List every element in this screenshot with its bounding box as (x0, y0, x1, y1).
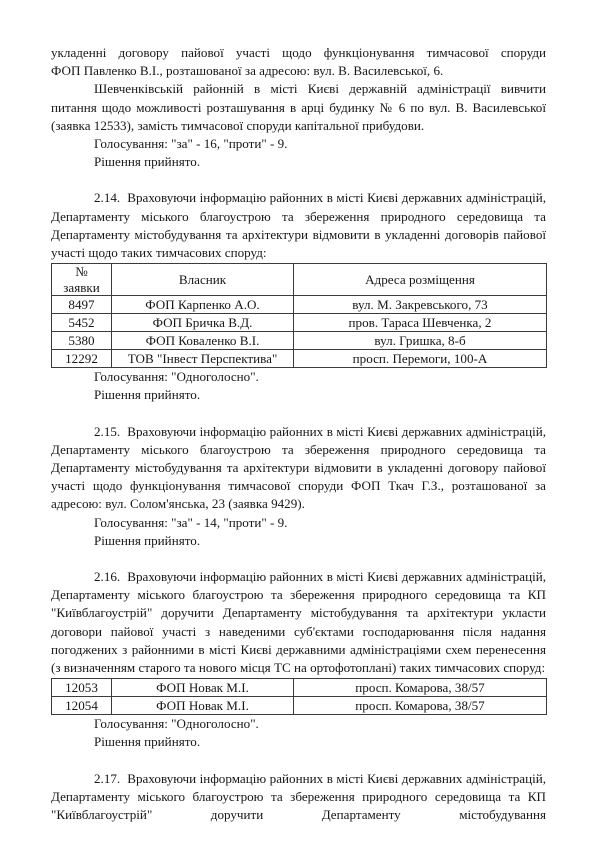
spacer (51, 171, 546, 189)
cell-number: 12054 (52, 697, 112, 715)
item-number-2-15: 2.15. (94, 423, 121, 439)
document-body (51, 44, 546, 824)
cell-owner: ФОП Новак М.І. (112, 697, 294, 715)
cell-owner: ФОП Карпенко А.О. (112, 296, 294, 314)
column-header-number (52, 264, 112, 296)
table-row (52, 314, 547, 332)
paragraph-item-2-17 (51, 770, 546, 825)
cell-number: 8497 (52, 296, 112, 314)
spacer (51, 550, 546, 568)
spacer (51, 752, 546, 770)
paragraph-continuation-line-1: укладенні договору пайової участі щодо функціонування тимчасової споруди (51, 45, 546, 60)
cell-number: 12292 (52, 350, 112, 368)
table-wrapper-2-16 (51, 678, 546, 715)
paragraph-item-2-14 (51, 189, 546, 262)
table-2-14 (51, 263, 547, 368)
table-wrapper-2-14 (51, 263, 546, 368)
item-text-2-17: Враховуючи інформацію районних в місті Києві державних адміністрацій, Департаменту міського благоустрою та збереження природного середовища та КП "Київблагоустрій" доручити Департаменту містобудування (51, 770, 546, 823)
cell-address: просп. Комарова, 38/57 (294, 679, 547, 697)
voting-result-2-14: Голосування: "Одноголосно". (94, 369, 259, 385)
item-text-2-15: Враховуючи інформацію районних в місті Києві державних адміністрацій, Департаменту міського благоустрою та збереження природного середовища та Департаменту містобудування та архітектури відмовити в укладенні договору пайової участі щодо функціонування тимчасової споруди ФОП Ткач Г.З., розташованої за адресою: вул. Солом'янська, 23 (заявка 9429). (51, 423, 546, 512)
cell-number: 12053 (52, 679, 112, 697)
cell-owner: ФОП Бричка В.Д. (112, 314, 294, 332)
paragraph-item-2-16 (51, 568, 546, 677)
table-row (52, 332, 547, 350)
voting-result-shevchenkivska: Голосування: "за" - 16, "проти" - 9. (94, 136, 288, 152)
cell-number: 5380 (52, 332, 112, 350)
column-header-number-line1: № (75, 264, 88, 280)
cell-address: пров. Тараса Шевченка, 2 (294, 314, 547, 332)
cell-address: вул. М. Закревського, 73 (294, 296, 547, 314)
spacer (51, 405, 546, 423)
item-number-2-17: 2.17. (94, 770, 121, 786)
table-2-16 (51, 678, 547, 715)
voting-result-2-15: Голосування: "за" - 14, "проти" - 9. (94, 514, 288, 530)
decision-2-16: Рішення прийнято. (94, 734, 201, 750)
paragraph-shevchenkivska: Шевченківській районній в місті Києві державній адміністрації вивчити питання щодо можливості розташування в арці будинку № 6 по вул. В. Василевської (заявка 12533), замість тимчасової споруди капітальної прибудови. (51, 81, 546, 133)
cell-number: 5452 (52, 314, 112, 332)
item-number-2-16: 2.16. (94, 569, 121, 585)
cell-owner: ТОВ "Інвест Перспектива" (112, 350, 294, 368)
column-header-number-line2: заявки (63, 279, 100, 295)
decision-2-14: Рішення прийнято. (94, 387, 201, 403)
item-number-2-14: 2.14. (94, 190, 121, 206)
item-text-2-16: Враховуючи інформацію районних в місті Києві державних адміністрацій, Департаменту міського благоустрою та збереження природного середовища та КП "Київблагоустрій" доручити Департаменту містобудування та архітектури укласти договори пайової участі з наведеними суб'єктами господарювання після надання погоджених з районними в місті Києві державними адміністраціями схем перенесення (з визначенням старого та нового місця ТС на ортофотоплані) таких тимчасових споруд: (51, 569, 546, 676)
paragraph-item-2-15 (51, 423, 546, 514)
table-row (52, 296, 547, 314)
table-row (52, 697, 547, 715)
cell-owner: ФОП Новак М.І. (112, 679, 294, 697)
column-header-owner: Власник (112, 264, 294, 296)
table-row (52, 350, 547, 368)
column-header-address: Адреса розміщення (294, 264, 547, 296)
table-header-row (52, 264, 547, 296)
decision-shevchenkivska: Рішення прийнято. (94, 154, 201, 170)
cell-address: вул. Гришка, 8-б (294, 332, 547, 350)
voting-result-2-16: Голосування: "Одноголосно". (94, 716, 259, 732)
cell-owner: ФОП Коваленко В.І. (112, 332, 294, 350)
decision-2-15: Рішення прийнято. (94, 532, 201, 548)
item-text-2-14: Враховуючи інформацію районних в місті Києві державних адміністрацій, Департаменту міського благоустрою та збереження природного середовища та Департаменту містобудування та архітектури відмовити в укладенні договорів пайової участі щодо таких тимчасових споруд: (51, 190, 546, 261)
cell-address: просп. Перемоги, 100-А (294, 350, 547, 368)
paragraph-continuation-line-2: ФОП Павленко В.І., розташованої за адресою: вул. В. Василевської, 6. (51, 63, 444, 79)
cell-address: просп. Комарова, 38/57 (294, 697, 547, 715)
table-row (52, 679, 547, 697)
